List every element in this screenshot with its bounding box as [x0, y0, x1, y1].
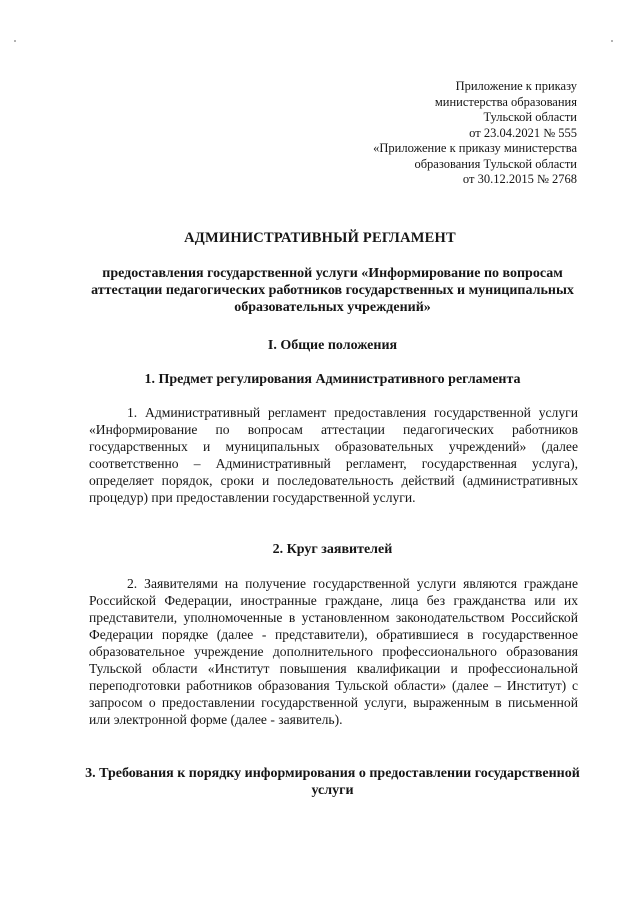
appendix-line: министерства образования	[434, 94, 577, 109]
scan-speck	[611, 40, 613, 42]
appendix-line: от 23.04.2021 № 555	[469, 125, 577, 140]
section-heading-3: 3. Требования к порядку информирования о предоставлении государственной услуги	[85, 766, 580, 798]
appendix-note	[277, 79, 577, 188]
appendix-line: Тульской области	[483, 110, 577, 124]
paragraph-1: 1. Административный регламент предоставления государственной услуги «Информирование по вопросам аттестации педагогических работников государственных и муниципальных образовательных учреждений» (далее соответственно – Административный регламент, государственная услуга), определяет порядок, сроки и последовательность действий (административных процедур) при предоставлении государственной услуги.	[89, 405, 578, 505]
section-heading-1: 1. Предмет регулирования Административного регламента	[144, 372, 521, 387]
section-heading-2: 2. Круг заявителей	[272, 542, 393, 557]
section-heading-general: I. Общие положения	[267, 338, 398, 353]
appendix-line: образования Тульской области	[414, 156, 577, 171]
appendix-line: Приложение к приказу	[455, 79, 577, 93]
document-title: АДМИНИСТРАТИВНЫЙ РЕГЛАМЕНТ	[184, 230, 456, 246]
paragraph-2: 2. Заявителями на получение государственной услуги являются граждане Российской Федерации, иностранные граждане, лица без гражданства или их представители, уполномоченные в установленном законодательством Российской Федерации порядке (далее - представители), обратившиеся в государственное образовательное учреждение дополнительного профессионального образования Тульской области «Институт повышения квалификации и профессиональной переподготовки работников образования Тульской области» (далее – Институт) с запросом о предоставлении государственной услуги, выраженным в письменной или электронной форме (далее - заявитель).	[89, 576, 578, 727]
appendix-line: от 30.12.2015 № 2768	[462, 172, 577, 186]
document-subtitle: предоставления государственной услуги «Информирование по вопросам аттестации педагогических работников государственных и муниципальных образовательных учреждений»	[91, 266, 574, 315]
scan-speck	[14, 40, 16, 42]
appendix-line: «Приложение к приказу министерства	[373, 141, 577, 155]
